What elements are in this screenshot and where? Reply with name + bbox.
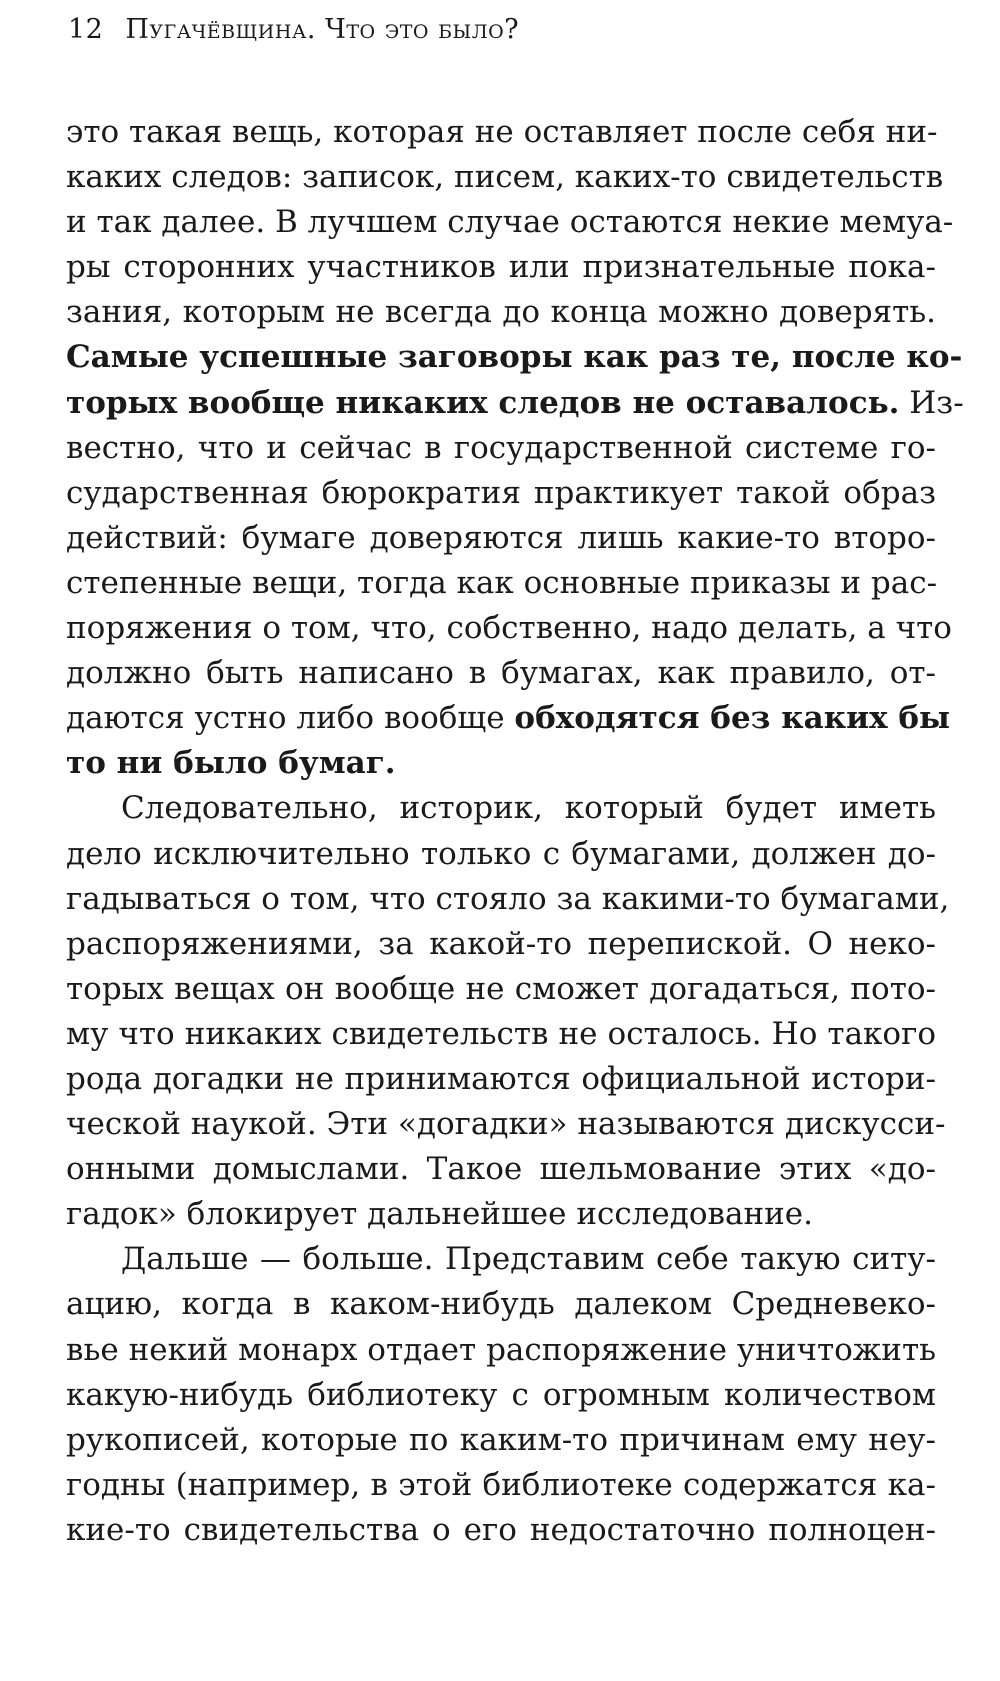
bold-text: обходятся без каких бы [514,700,951,737]
text-segment: Дальше — больше. Представим себе такую ситу- [121,1241,936,1278]
text-line [66,832,936,877]
text-segment: годны (например, в этой библиотеке содержатся ка- [66,1466,936,1503]
text-line [66,696,951,741]
text-line [66,561,936,606]
text-segment: Из- [899,384,964,421]
text-segment: гадок» блокирует дальнейшее исследование. [66,1196,813,1233]
text-segment: торых вещах он вообще не сможет догадаться, пото- [66,970,936,1007]
text-line [66,1237,936,1282]
text-line [66,1192,936,1237]
text-segment: вье некий монарх отдает распоряжение уничтожить [66,1331,936,1368]
text-line [66,1102,946,1147]
text-line [66,516,936,561]
text-line [66,335,963,380]
bold-text: то ни было бумаг. [66,745,396,782]
text-line [66,245,936,290]
text-segment: дело исключительно только с бумагами, должен до- [66,835,936,872]
body-text [66,110,964,1553]
text-segment: кие-то свидетельства о его недостаточно полноцен- [66,1511,936,1548]
text-line [66,381,964,426]
text-segment: должно быть написано в бумагах, как правило, от- [66,655,936,692]
text-segment: ры сторонних участников или признательные пока- [66,249,936,286]
text-line [66,200,954,245]
text-line [66,290,936,335]
text-segment: сударственная бюрократия практикует такой образ [66,474,936,511]
text-segment: зания, которым не всегда до конца можно доверять. [66,294,936,331]
text-segment: действий: бумаге доверяются лишь какие-то второ- [66,519,936,556]
text-line [66,1328,936,1373]
text-segment: рода догадки не принимаются официальной истори- [66,1060,936,1097]
text-line [66,1147,936,1192]
text-segment: му что никаких свидетельств не осталось. Но такого [66,1015,936,1052]
page-number: 12 [68,14,104,45]
text-segment: поряжения о том, что, собственно, надо делать, а что [66,610,952,647]
text-segment: вестно, что и сейчас в государственной системе го- [66,429,936,466]
text-segment: ацию, когда в каком-нибудь далеком Средневеко- [66,1286,936,1323]
text-line [66,877,950,922]
text-line [66,1373,936,1418]
text-segment: и так далее. В лучшем случае остаются некие мемуа- [66,204,954,241]
text-segment: ческой наукой. Эти «догадки» называются дискусси- [66,1106,946,1143]
text-segment: гадываться о том, что стояло за какими-то бумагами, [66,880,950,917]
text-line [66,651,936,696]
bold-text: торых вообще никаких следов не оставалось. [66,384,900,421]
bold-text: Самые успешные заговоры как раз те, после ко- [66,339,963,376]
text-segment: какую-нибудь библиотеку с огромным количеством [66,1376,936,1413]
text-line [66,922,936,967]
text-line [66,426,936,471]
text-line [66,155,944,200]
running-head [68,14,519,45]
text-segment: Следовательно, историк, который будет иметь [121,790,936,827]
text-segment: рукописей, которые по каким-то причинам ему неу- [66,1421,936,1458]
text-line [66,1463,936,1508]
text-segment: степенные вещи, тогда как основные приказы и рас- [66,564,938,601]
text-line [66,786,936,831]
text-segment: распоряжениями, за какой-то перепиской. О неко- [66,925,936,962]
text-line [66,967,936,1012]
book-title: Пугачёвщина. Что это было? [125,14,520,45]
text-line [66,1057,936,1102]
text-line [66,110,936,155]
text-line [66,1508,936,1553]
text-segment: онными домыслами. Такое шельмование этих «до- [66,1151,936,1188]
text-segment: каких следов: записок, писем, каких-то свидетельств [66,159,944,196]
text-line [66,741,936,786]
text-line [66,1418,936,1463]
text-segment: даются устно либо вообще [66,700,515,737]
text-segment: это такая вещь, которая не оставляет после себя ни- [66,114,938,150]
text-line [66,471,936,516]
text-line [66,1012,936,1057]
text-line [66,606,952,651]
text-line [66,1282,936,1327]
